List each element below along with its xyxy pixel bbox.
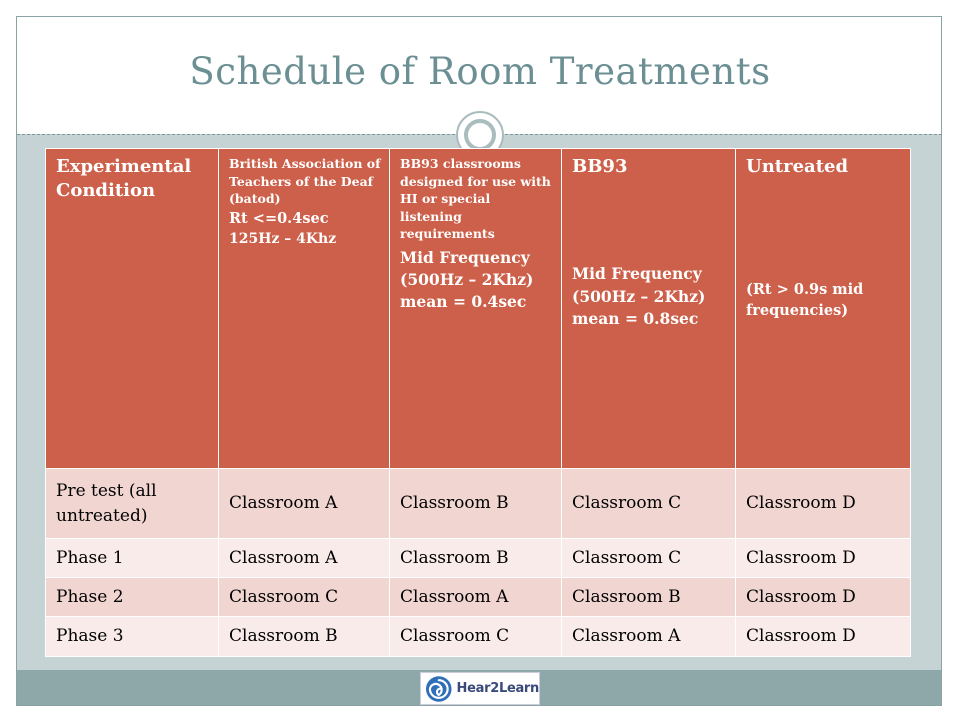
table-cell: Classroom D — [736, 578, 911, 617]
table-row — [46, 469, 911, 539]
header-bb93-title: BB93 — [572, 156, 628, 177]
header-batod — [219, 149, 390, 469]
header-bb93 — [562, 149, 736, 469]
row-label: Phase 3 — [46, 617, 219, 657]
logo-text: Hear2Learn — [456, 681, 539, 696]
table-cell: Classroom C — [562, 469, 736, 539]
header-bb93-hi — [390, 149, 562, 469]
slide-title: Schedule of Room Treatments — [189, 50, 771, 93]
table-row — [46, 539, 911, 578]
table-row — [46, 617, 911, 657]
table-cell: Classroom A — [219, 539, 390, 578]
table-cell: Classroom D — [736, 539, 911, 578]
header-batod-rt: Rt <=0.4sec — [229, 209, 329, 227]
table-row — [46, 578, 911, 617]
header-bb93-detail: Mid Frequency (500Hz – 2Khz) mean = 0.8sec — [572, 264, 706, 329]
title-divider-left — [17, 134, 455, 135]
row-label: Pre test (all untreated) — [46, 469, 219, 539]
table-cell: Classroom C — [219, 578, 390, 617]
header-untreated-detail: (Rt > 0.9s mid frequencies) — [746, 281, 864, 320]
swirl-logo-icon — [425, 675, 453, 703]
table-header-row — [46, 149, 911, 469]
table-cell: Classroom D — [736, 617, 911, 657]
title-divider-right — [505, 134, 942, 135]
table-cell: Classroom C — [562, 539, 736, 578]
header-bb93-hi-title: BB93 classrooms designed for use with HI or special listening requirements — [400, 156, 551, 241]
header-batod-title: British Association of Teachers of the Deaf (batod) — [229, 156, 381, 206]
header-untreated-title: Untreated — [746, 156, 849, 177]
table-cell: Classroom A — [219, 469, 390, 539]
table-cell: Classroom B — [219, 617, 390, 657]
header-batod-range: 125Hz – 4Khz — [229, 230, 337, 247]
header-bb93-hi-detail: Mid Frequency (500Hz – 2Khz) mean = 0.4sec — [400, 247, 534, 312]
header-untreated — [736, 149, 911, 469]
header-condition-label: Experimental Condition — [56, 156, 192, 202]
table-cell: Classroom B — [390, 539, 562, 578]
table-cell: Classroom B — [562, 578, 736, 617]
row-label: Phase 2 — [46, 578, 219, 617]
table-cell: Classroom A — [562, 617, 736, 657]
hear2learn-logo — [420, 672, 540, 705]
treatment-schedule-table — [45, 148, 911, 657]
table-cell: Classroom B — [390, 469, 562, 539]
table-cell: Classroom C — [390, 617, 562, 657]
table-cell: Classroom A — [390, 578, 562, 617]
table-cell: Classroom D — [736, 469, 911, 539]
header-condition — [46, 149, 219, 469]
row-label: Phase 1 — [46, 539, 219, 578]
